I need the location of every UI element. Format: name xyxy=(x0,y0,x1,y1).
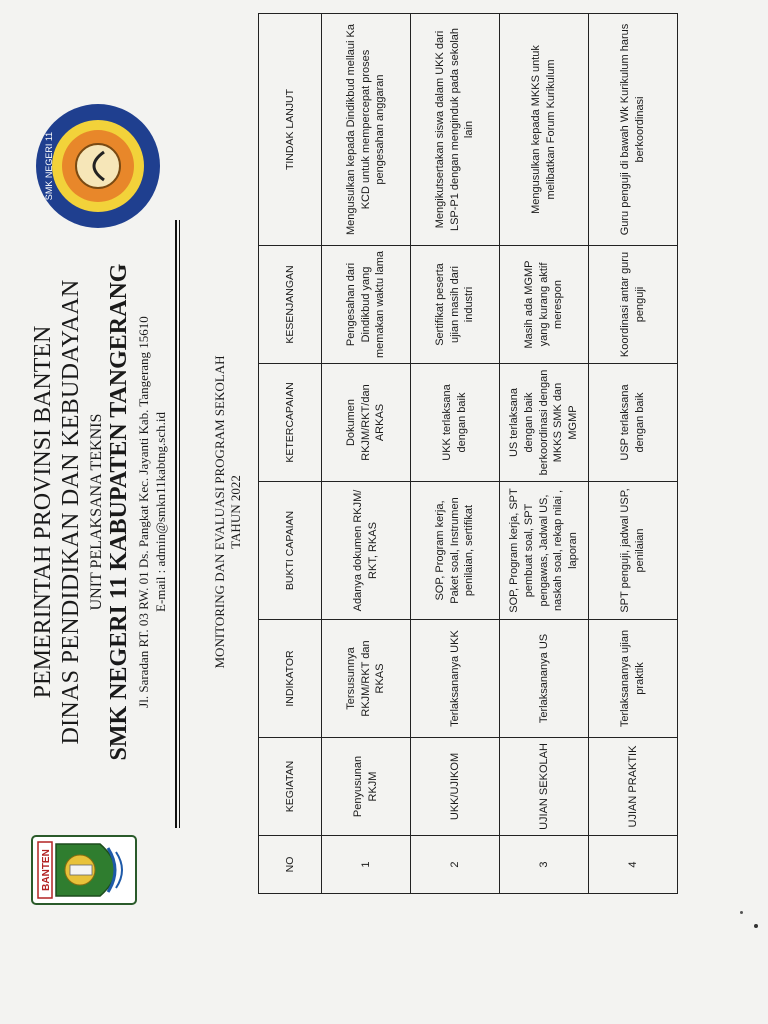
scan-speck xyxy=(740,911,743,914)
table-cell: Guru penguji di bawah Wk Kurikulum harus berkoordinasi xyxy=(589,14,678,246)
school-logo-text: SMK NEGERI 11 xyxy=(44,131,54,201)
col-header-kesenjangan: KESENJANGAN xyxy=(259,246,322,364)
table-cell: Penyusunan RKJM xyxy=(322,738,411,836)
table-cell: SOP, Program kerja, Paket soal, Instrumen penilaian, sertifikat xyxy=(411,482,500,620)
monitoring-table xyxy=(258,13,678,894)
table-cell: 1 xyxy=(322,836,411,894)
col-header-tindak-lanjut: TINDAK LANJUT xyxy=(259,14,322,246)
table-cell: Terlaksananya UKK xyxy=(411,620,500,738)
header-province: PEMERINTAH PROVINSI BANTEN xyxy=(30,325,56,699)
table-cell: Terlaksananya US xyxy=(500,620,589,738)
banten-logo-text: BANTEN xyxy=(41,849,52,891)
table-cell: Mengikutsertakan siswa dalam UKK dari LSP-P1 dengan menginduk pada sekolah lain xyxy=(411,14,500,246)
col-header-indikator: INDIKATOR xyxy=(259,620,322,738)
table-cell: Terlaksananya ujian praktik xyxy=(589,620,678,738)
table-cell: Tersusunnya RKJM/RKT dan RKAS xyxy=(322,620,411,738)
table-cell: 3 xyxy=(500,836,589,894)
header-school-name: SMK NEGERI 11 KABUPATEN TANGERANG xyxy=(106,263,132,761)
table-cell: US terlaksana dengan baik berkoordinasi dengan MKKS SMK dan MGMP xyxy=(500,364,589,482)
table-cell: Mengusulkan kepada MKKS untuk melibatkan Forum Kurikulum xyxy=(500,14,589,246)
table-row xyxy=(589,14,678,894)
table-cell: UKK terlaksana dengan baik xyxy=(411,364,500,482)
header-unit: UNIT PELAKSANA TEKNIS xyxy=(88,413,105,611)
header-divider-thick xyxy=(175,220,177,828)
table-cell: Adanya dokumen RKJM/ RKT, RKAS xyxy=(322,482,411,620)
table-cell: Koordinasi antar guru penguji xyxy=(589,246,678,364)
table-cell: SPT penguji, jadwal USP, penilaian xyxy=(589,482,678,620)
table-cell: Sertifikat peserta ujian masih dari industri xyxy=(411,246,500,364)
table-cell: UJIAN SEKOLAH xyxy=(500,738,589,836)
table-cell: Mengusulkan kepada Dindikbud mellaui Ka KCD untuk mempercepat proses pengesahan anggaran xyxy=(322,14,411,246)
table-row xyxy=(500,14,589,894)
header-email: E-mail : admin@smkn11kabtng.sch.id xyxy=(153,412,168,612)
table-header-row xyxy=(259,14,322,894)
table-cell: 2 xyxy=(411,836,500,894)
table-cell: Pengesahan dari Dindikbud yang memakan waktu lama xyxy=(322,246,411,364)
table-cell: SOP, Program kerja, SPT pembuat soal, SPT pengawas, Jadwal US, naskah soal, rekap nilai , laporan xyxy=(500,482,589,620)
table-row xyxy=(411,14,500,894)
table-cell: 4 xyxy=(589,836,678,894)
table-cell: UKK/UJIKOM xyxy=(411,738,500,836)
table-row xyxy=(322,14,411,894)
table-cell: Masih ada MGMP yang kurang aktif merespon xyxy=(500,246,589,364)
table-cell: UJIAN PRAKTIK xyxy=(589,738,678,836)
table-cell: USP terlaksana dengan baik xyxy=(589,364,678,482)
document-title: MONITORING DAN EVALUASI PROGRAM SEKOLAH xyxy=(212,355,227,669)
header-divider-thin xyxy=(179,220,180,828)
col-header-bukti-capaian: BUKTI CAPAIAN xyxy=(259,482,322,620)
col-header-no: NO xyxy=(259,836,322,894)
header-department: DINAS PENDIDIKAN DAN KEBUDAYAAN xyxy=(58,279,84,745)
col-header-kegiatan: KEGIATAN xyxy=(259,738,322,836)
table-cell: Dokumen RKJM/RKT/dan ARKAS xyxy=(322,364,411,482)
header-address: Jl. Saradan RT. 03 RW. 01 Ds. Pangkat Kec. Jayanti Kab. Tangerang 15610 xyxy=(136,316,151,708)
document-year: TAHUN 2022 xyxy=(228,475,243,549)
col-header-ketercapaian: KETERCAPAIAN xyxy=(259,364,322,482)
scan-speck xyxy=(754,924,758,928)
